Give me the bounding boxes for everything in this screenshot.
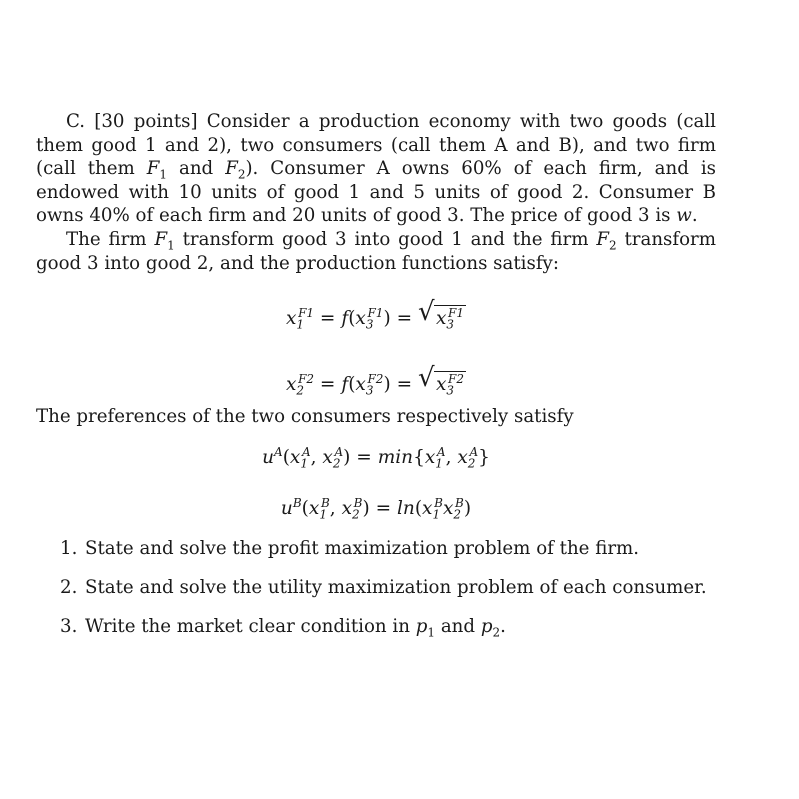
list-item-text: State and solve the profit maximization problem of the firm. bbox=[85, 537, 640, 559]
firm-subscript: 2 bbox=[608, 238, 617, 253]
firm-subscript: 2 bbox=[237, 167, 246, 182]
utility-function-b: $u^B(x_1^B$, $x_2^B) = \ln(x_1^Bx_2^B)$ bbox=[280, 495, 472, 522]
problem-page bbox=[36, 110, 716, 639]
firm-symbol: F bbox=[225, 158, 238, 180]
production-text-b: transform good 3 into good 1 and the firm bbox=[174, 228, 597, 250]
problem-points: [30 points] bbox=[94, 111, 198, 132]
problem-intro-paragraph bbox=[36, 110, 716, 228]
intro-text-d: . bbox=[691, 205, 698, 227]
preferences-intro: The preferences of the two consumers respectively satisfy bbox=[36, 406, 574, 428]
production-text-c: transform good 3 into good 2, and the production functions satisfy: bbox=[36, 228, 717, 274]
production-paragraph bbox=[36, 228, 716, 275]
list-item-text: Write the market clear condition in bbox=[85, 615, 416, 637]
production-text-a: The firm bbox=[66, 228, 155, 250]
intro-text-b: and bbox=[167, 158, 226, 180]
price-symbol: w bbox=[676, 205, 692, 227]
firm-subscript: 1 bbox=[159, 167, 168, 182]
production-function-f2: $x_2^{F2} = f(x_3^{F2})$ = √ $x_3^{F2}$ bbox=[285, 363, 465, 398]
task-list bbox=[36, 537, 716, 639]
list-item-text: State and solve the utility maximization problem of each consumer. bbox=[85, 576, 707, 598]
utility-function-a: $u^A(x_1^A$, $x_2^A) = \min\{x_1^A$, $x_2^A$} bbox=[262, 444, 490, 471]
production-function-f1: $x_1^{F1} = f(x_3^{F1})$ = √ $x_3^{F1}$ bbox=[285, 297, 465, 332]
firm-symbol: F bbox=[596, 228, 609, 250]
list-item bbox=[36, 576, 716, 600]
firm-symbol: F bbox=[154, 228, 168, 250]
square-root-icon: √ $x_3^{F2}$ bbox=[417, 363, 465, 398]
price-symbol: p bbox=[480, 615, 493, 637]
intro-text-c: ). Consumer A owns 60% of each firm, and is endowed with 10 units of good 1 and 5 units of good 2. Consumer B owns 40% of each firm and 20 units of good 3. The price of good 3 is bbox=[36, 158, 716, 227]
list-item-number: 3. bbox=[60, 615, 78, 637]
intro-text-a: Consider a production economy with two goods (call them good 1 and 2), two consumers (call them A and B), and two firm (call them bbox=[36, 111, 716, 180]
square-root-icon: √ $x_3^{F1}$ bbox=[417, 297, 465, 332]
list-item-number: 2. bbox=[60, 576, 78, 598]
firm-subscript: 1 bbox=[167, 238, 175, 253]
problem-label: C. bbox=[66, 111, 86, 132]
list-item: 3. Write the market clear condition in $p_1$ and $p_2$. bbox=[60, 615, 506, 640]
price-symbol: p bbox=[415, 615, 428, 637]
list-item-number: 1. bbox=[60, 537, 78, 559]
firm-symbol: F bbox=[146, 158, 160, 180]
list-item bbox=[36, 537, 716, 561]
